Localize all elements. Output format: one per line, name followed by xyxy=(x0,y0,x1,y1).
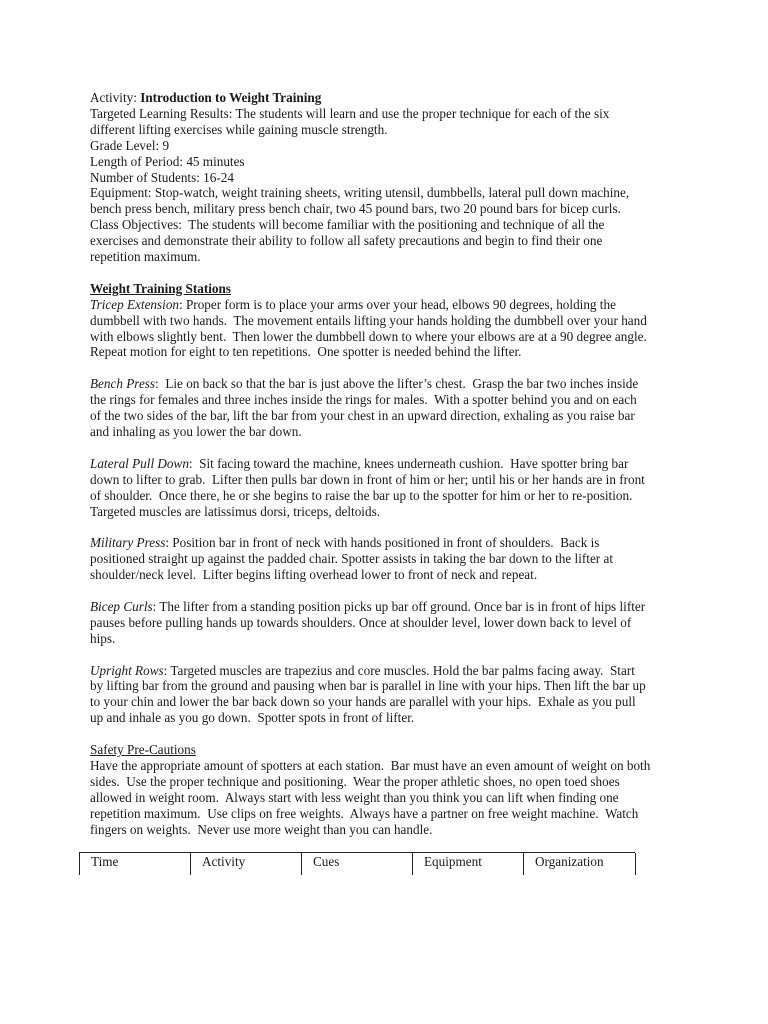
stations-heading: Weight Training Stations xyxy=(90,280,231,296)
station-bench-press xyxy=(90,376,682,440)
station-name: Military Press xyxy=(90,535,166,551)
station-text: : Lie on back so that the bar is just above the lifter’s chest. Grasp the bar two inches inside xyxy=(155,376,639,392)
safety-text: fingers on weights. Never use more weight than you can handle. xyxy=(90,821,433,837)
station-text: of shoulder. Once there, he or she begins to raise the bar up to the spotter for him or her to re-position. xyxy=(90,487,633,503)
station-text: dumbbell with two hands. The movement entails lifting your hands holding the dumbbell over your hand xyxy=(90,312,647,328)
station-name: Bench Press xyxy=(90,376,156,392)
station-text: pauses before pulling hands up towards shoulders. Once at shoulder level, lower down back to level of xyxy=(90,614,632,630)
table-header-time: Time xyxy=(79,853,191,875)
station-text: to your chin and lower the bar back down so your hands are parallel with your hips. Exhale as you pull xyxy=(90,694,636,710)
station-text: hips. xyxy=(90,630,116,646)
station-name: Bicep Curls xyxy=(90,598,153,614)
safety-section xyxy=(90,742,682,837)
grade-level: Grade Level: 9 xyxy=(90,137,170,153)
station-name: Tricep Extension xyxy=(90,296,180,312)
safety-heading: Safety Pre-Cautions xyxy=(90,742,196,758)
table-header-cues: Cues xyxy=(301,853,413,875)
station-text: Repeat motion for eight to ten repetitions. One spotter is needed behind the lifter. xyxy=(90,344,522,360)
period-length: Length of Period: 45 minutes xyxy=(90,153,245,169)
station-lateral-pull-down xyxy=(90,456,682,520)
equipment-line: Equipment: Stop-watch, weight training sheets, writing utensil, dumbbells, lateral pull down machine, xyxy=(90,185,630,201)
station-text: down to lifter to grab. Lifter then pulls bar down in front of him or her; until his or her hands are in front xyxy=(90,471,645,487)
station-text: : The lifter from a standing position picks up bar off ground. Once bar is in front of hips lifter xyxy=(152,598,646,614)
station-military-press xyxy=(90,535,682,583)
station-text: of the two sides of the bar, lift the bar from your chest in an upward direction, exhaling as you raise bar xyxy=(90,408,635,424)
station-text: : Sit facing toward the machine, knees underneath cushion. Have spotter bring bar xyxy=(188,455,629,471)
station-text: by lifting bar from the ground and pausing when bar is parallel in line with your hips. Then lift the bar up xyxy=(90,678,646,694)
objectives-line: exercises and demonstrate their ability to follow all safety precautions and begin to find their one xyxy=(90,233,603,249)
station-text: positioned straight up against the padded chair. Spotter assists in taking the bar down to the lifter at xyxy=(90,551,613,567)
table-header-organization: Organization xyxy=(523,853,636,875)
station-text: : Targeted muscles are trapezius and core muscles. Hold the bar palms facing away. Start xyxy=(163,662,635,678)
intro-line: Targeted Learning Results: The students will learn and use the proper technique for each of the six xyxy=(90,105,610,121)
station-text: : Position bar in front of neck with hands positioned in front of shoulders. Back is xyxy=(165,535,600,551)
safety-text: sides. Use the proper technique and positioning. Wear the proper athletic shoes, no open toed shoes xyxy=(90,773,620,789)
station-text: shoulder/neck level. Lifter begins lifting overhead lower to front of neck and repeat. xyxy=(90,567,538,583)
station-name: Lateral Pull Down xyxy=(90,455,189,471)
intro-block xyxy=(90,106,682,265)
activity-line xyxy=(90,90,682,106)
objectives-line: Class Objectives: The students will become familiar with the positioning and technique of all the xyxy=(90,217,605,233)
station-text: with elbows slightly bent. Then lower the dumbbell down to where your elbows are at a 90 degree angle. xyxy=(90,328,647,344)
station-text: Targeted muscles are latissimus dorsi, triceps, deltoids. xyxy=(90,503,380,519)
lesson-table xyxy=(79,852,635,875)
station-bicep-curls xyxy=(90,599,682,647)
safety-text: allowed in weight room. Always start with less weight than you think you can lift when finding one xyxy=(90,789,619,805)
student-count: Number of Students: 16-24 xyxy=(90,169,234,185)
station-tricep-extension xyxy=(90,297,682,361)
activity-label: Activity: xyxy=(90,90,141,105)
station-upright-rows xyxy=(90,663,682,727)
station-text: : Proper form is to place your arms over your head, elbows 90 degrees, holding the xyxy=(179,296,616,312)
activity-title: Introduction to Weight Training xyxy=(140,90,322,105)
safety-text: Have the appropriate amount of spotters at each station. Bar must have an even amount of weight on both xyxy=(90,757,651,773)
safety-text: repetition maximum. Use clips on free weights. Always have a partner on free weight machine. Watch xyxy=(90,805,639,821)
station-text: up and inhale as you go down. Spotter spots in front of lifter. xyxy=(90,710,415,726)
station-name: Upright Rows xyxy=(90,662,164,678)
objectives-line: repetition maximum. xyxy=(90,249,201,265)
table-header-equipment: Equipment xyxy=(412,853,524,875)
station-text: and inhaling as you lower the bar down. xyxy=(90,424,302,439)
table-header-activity: Activity xyxy=(190,853,302,875)
intro-line: different lifting exercises while gaining muscle strength. xyxy=(90,121,388,137)
equipment-line: bench press bench, military press bench chair, two 45 pound bars, two 20 pound bars for bicep curls. xyxy=(90,201,621,217)
document-body xyxy=(90,90,682,837)
station-text: the rings for females and three inches inside the rings for males. With a spotter behind you and on each xyxy=(90,392,637,408)
